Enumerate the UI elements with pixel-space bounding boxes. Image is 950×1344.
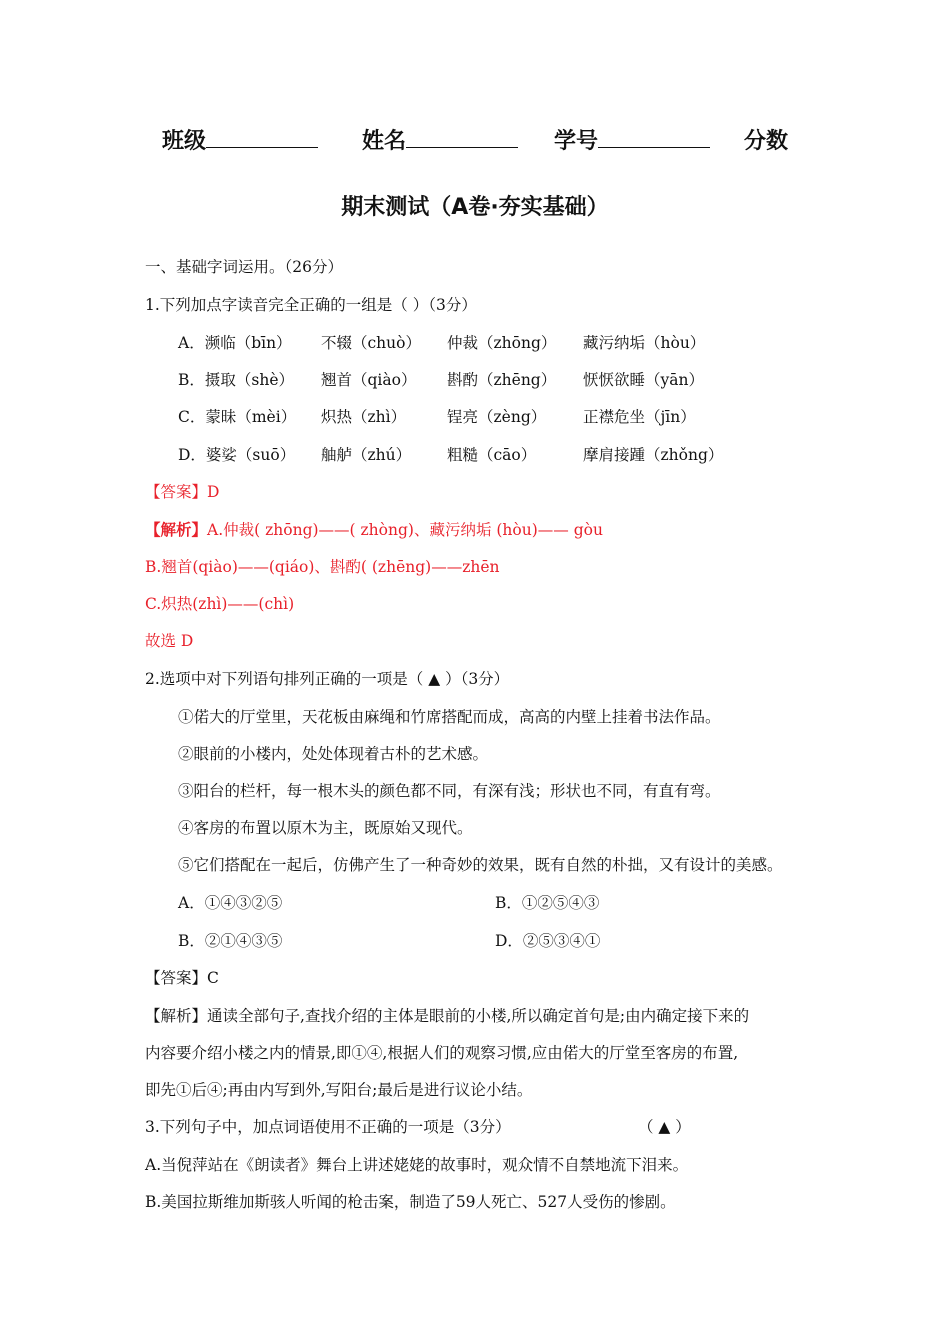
- student-id-label: 学号: [554, 129, 599, 154]
- name-blank[interactable]: [406, 127, 518, 148]
- q2-stem: 2.选项中对下列语句排列正确的一项是（ ▲ ）（3分）: [145, 670, 510, 688]
- q1-option-cell: 锃亮（zèng）: [447, 408, 547, 426]
- q2-option: B．①②⑤④③: [495, 894, 600, 912]
- analysis-text: A.仲裁( zhōng)——( zhòng)、藏污纳垢 (hòu)—— gòu: [207, 521, 603, 539]
- q1-option-cell: 舳舻（zhú）: [321, 446, 412, 464]
- analysis-tag: 【解析】: [145, 1007, 208, 1025]
- q3-answer-blank: （ ▲ ）: [638, 1118, 691, 1136]
- q1-option-cell: B．摄取（shè）: [178, 371, 295, 389]
- analysis-tag: 【解析】: [145, 520, 208, 539]
- answer-value: D: [207, 483, 220, 501]
- q3-stem: 3.下列句子中，加点词语使用不正确的一项是（3分）: [145, 1118, 511, 1136]
- q3-option: B.美国拉斯维加斯骇人听闻的枪击案，制造了59人死亡、527人受伤的惨剧。: [145, 1193, 676, 1211]
- q1-option-cell: 不辍（chuò）: [321, 334, 421, 352]
- q1-option-cell: 斟酌（zhēng）: [447, 371, 557, 389]
- student-id-blank[interactable]: [598, 127, 710, 148]
- q1-option-cell: 仲裁（zhōng）: [447, 334, 557, 352]
- score-field: [744, 124, 788, 155]
- q1-option-cell: 炽热（zhì）: [321, 408, 407, 426]
- q1-option-cell: 恹恹欲睡（yān）: [583, 371, 704, 389]
- q2-answer: [145, 966, 219, 988]
- q2-sentence: ①偌大的厅堂里，天花板由麻绳和竹席搭配而成，高高的内壁上挂着书法作品。: [178, 708, 721, 726]
- name-label: 姓名: [362, 129, 407, 154]
- class-blank[interactable]: [206, 127, 318, 148]
- q1-answer: [145, 480, 219, 502]
- class-label: 班级: [162, 129, 207, 154]
- section-heading: 一、基础字词运用。（26分）: [145, 258, 343, 276]
- q1-option-cell: 藏污纳垢（hòu）: [583, 334, 706, 352]
- q1-analysis-line: C.炽热(zhì)——(chì): [145, 595, 295, 613]
- q2-option: B．②①④③⑤: [178, 932, 283, 950]
- name-field: [362, 124, 518, 155]
- q1-stem: 1.下列加点字读音完全正确的一组是（ ）（3分）: [145, 296, 477, 314]
- q1-option-cell: C．蒙昧（mèi）: [178, 408, 297, 426]
- q1-option-cell: D．婆娑（suō）: [178, 446, 296, 464]
- q1-option-cell: 正襟危坐（jīn）: [583, 408, 696, 426]
- q2-analysis-line: [145, 1004, 749, 1026]
- q1-analysis-line: [145, 518, 603, 540]
- student-id-field: [554, 124, 710, 155]
- q2-option: A．①④③②⑤: [178, 894, 283, 912]
- q2-analysis-line: 内容要介绍小楼之内的情景,即①④,根据人们的观察习惯,应由偌大的厅堂至客房的布置,: [145, 1044, 739, 1062]
- q2-sentence: ④客房的布置以原木为主，既原始又现代。: [178, 819, 473, 837]
- q1-option-cell: A．濒临（bīn）: [178, 334, 292, 352]
- answer-tag: 【答案】: [145, 483, 208, 501]
- q2-sentence: ⑤它们搭配在一起后，仿佛产生了一种奇妙的效果，既有自然的朴拙，又有设计的美感。: [178, 856, 783, 874]
- q2-option: D．②⑤③④①: [495, 932, 601, 950]
- class-field: [162, 124, 318, 155]
- q2-sentence: ②眼前的小楼内，处处体现着古朴的艺术感。: [178, 745, 489, 763]
- q1-analysis-line: B.翘首(qiào)——(qiáo)、斟酌( (zhēng)——zhēn: [145, 558, 500, 576]
- analysis-text: 通读全部句子,查找介绍的主体是眼前的小楼,所以确定首句是;由内确定接下来的: [207, 1007, 750, 1025]
- q1-analysis-line: 故选 D: [145, 632, 194, 650]
- q2-sentence: ③阳台的栏杆，每一根木头的颜色都不同，有深有浅；形状也不同，有直有弯。: [178, 782, 721, 800]
- answer-tag: 【答案】: [145, 969, 208, 987]
- q1-option-cell: 摩肩接踵（zhǒng）: [583, 446, 724, 464]
- q3-option: A.当倪萍站在《朗读者》舞台上讲述姥姥的故事时，观众情不自禁地流下泪来。: [145, 1156, 689, 1174]
- answer-value: C: [207, 969, 219, 987]
- q2-analysis-line: 即先①后④;再由内写到外,写阳台;最后是进行议论小结。: [145, 1081, 533, 1099]
- q1-option-cell: 翘首（qiào）: [321, 371, 417, 389]
- page-title: 期末测试（A卷·夯实基础）: [341, 195, 609, 220]
- q1-option-cell: 粗糙（cāo）: [447, 446, 537, 464]
- score-label: 分数: [744, 129, 789, 154]
